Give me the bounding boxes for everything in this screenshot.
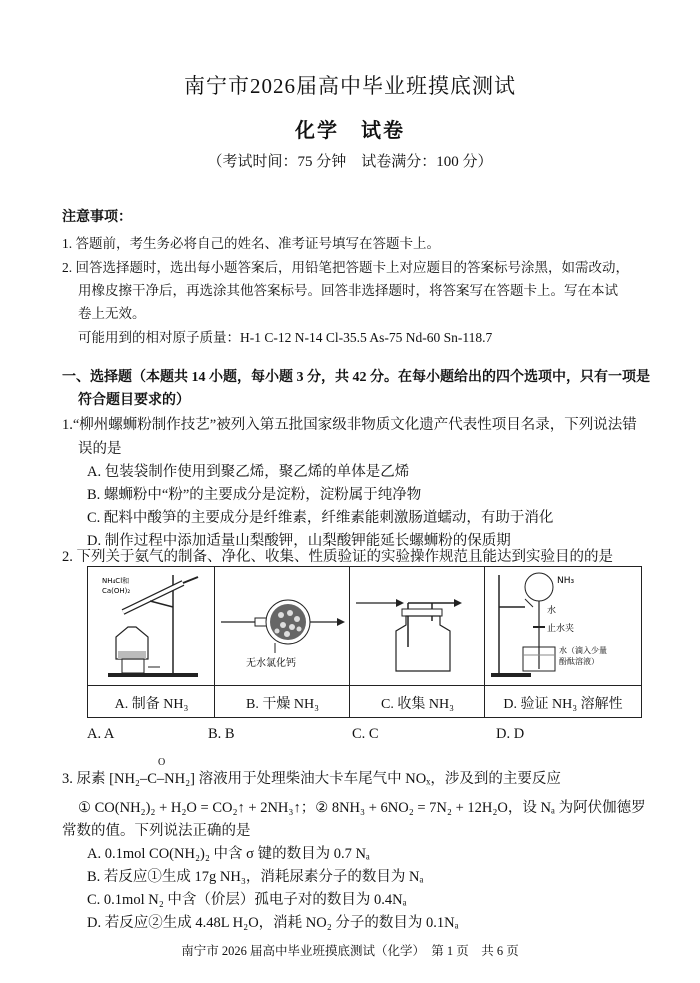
q2-stem: 2. 下列关于氨气的制备、净化、收集、性质验证的实验操作规范且能达到实验目的的是: [62, 549, 613, 565]
q1-stem-line-1: 1.“柳州螺蛳粉制作技艺”被列入第五批国家级非物质文化遗产代表性项目名录，下列说法错: [62, 417, 637, 433]
figure-b-apparatus: [215, 567, 350, 685]
figure-d-label-beaker-2: 酚酞溶液）: [559, 657, 599, 666]
paper-label: 试卷: [361, 120, 405, 142]
figure-d-apparatus: [485, 567, 641, 685]
q3-stem-prefix: 3. 尿素 [: [62, 771, 114, 787]
q1-option-c: C. 配料中酸笋的主要成分是纤维素，纤维素能刺激肠道蠕动，有助于消化: [87, 510, 554, 526]
figure-d-caption: D. 验证 NH₃ 溶解性: [503, 697, 623, 712]
q1-option-d: D. 制作过程中添加适量山梨酸钾，山梨酸钾能延长螺蛳粉的保质期: [87, 533, 511, 549]
q2-option-b: B. B: [208, 726, 235, 742]
q3-stem-suffix: ] 溶液用于处理柴油大卡车尾气中 NOₓ，涉及到的主要反应: [190, 771, 561, 787]
q3-reactions: ① CO(NH₂)₂ + H₂O = CO₂↑ + 2NH₃↑；② 8NH₃ + 6NO₂ = 7N₂ + 12H₂O，设 Nₐ 为阿伏伽德罗: [78, 800, 646, 816]
q1-option-a: A. 包装袋制作使用到聚乙烯，聚乙烯的单体是乙烯: [87, 464, 410, 480]
figure-d-label-beaker-1: 水（滴入少量: [559, 646, 607, 655]
subject-name: 化学: [295, 120, 339, 142]
atomic-masses: 可能用到的相对原子质量：H-1 C-12 N-14 Cl-35.5 As-75 Nd-60 Sn-118.7: [78, 330, 493, 345]
notice-heading: 注意事项：: [62, 210, 132, 225]
figure-b-caption: B. 干燥 NH₃: [246, 697, 319, 712]
figure-c-caption-row: [350, 685, 484, 718]
figure-a-cell: [88, 567, 215, 717]
figure-a-label-2: Ca(OH)₂: [102, 587, 131, 595]
figure-d-label-water: 水: [547, 606, 557, 616]
figure-c-apparatus: [350, 567, 485, 685]
section-heading-line-1: 一、选择题（本题共 14 小题，每小题 3 分，共 42 分。在每小题给出的四个选项中，只有一项是: [62, 370, 650, 385]
figure-a-caption-row: [88, 685, 214, 718]
section-heading-line-2: 符合题目要求的）: [78, 393, 190, 408]
notice-item-2-line-1: 2. 回答选择题时，选出每小题答案后，用铅笔把答题卡上对应题目的答案标号涂黑，如需改动，: [62, 260, 629, 275]
q1-stem-line-2: 误的是: [78, 441, 122, 457]
exam-info: （考试时间：75 分钟 试卷满分：100 分）: [207, 154, 493, 170]
q2-option-c: C. C: [352, 726, 379, 742]
q3-stem-line-3: 常数的值。下列说法正确的是: [62, 823, 251, 839]
q2-figure-table: [87, 566, 642, 718]
figure-d-label-nh3: NH₃: [557, 576, 575, 586]
q3-option-d: D. 若反应②生成 4.48L H₂O，消耗 NO₂ 分子的数目为 0.1Nₐ: [87, 915, 459, 931]
figure-d-cell: [485, 567, 641, 717]
notice-item-1: 1. 答题前，考生务必将自己的姓名、准考证号填写在答题卡上。: [62, 236, 440, 251]
figure-a-apparatus: [88, 567, 215, 685]
figure-c-cell: [350, 567, 485, 717]
q1-option-b: B. 螺蛳粉中“粉”的主要成分是淀粉，淀粉属于纯净物: [87, 487, 422, 503]
urea-structure: [113, 757, 191, 788]
figure-d-caption-row: [485, 685, 641, 718]
figure-b-caption-row: [215, 685, 349, 718]
q2-option-a: A. A: [87, 726, 115, 742]
q3-option-b: B. 若反应①生成 17g NH₃，消耗尿素分子的数目为 Nₐ: [87, 869, 424, 885]
q3-option-c: C. 0.1mol N₂ 中含（价层）孤电子对的数目为 0.4Nₐ: [87, 892, 407, 908]
figure-a-caption: A. 制备 NH₃: [114, 697, 189, 712]
notice-item-2-line-3: 卷上无效。: [78, 306, 146, 321]
q3-option-a: A. 0.1mol CO(NH₂)₂ 中含 σ 键的数目为 0.7 Nₐ: [87, 846, 370, 862]
figure-b-cell: [215, 567, 350, 717]
urea-formula: NH₂–C–NH₂: [113, 771, 191, 787]
page-footer: 南宁市 2026 届高中毕业班摸底测试（化学） 第 1 页 共 6 页: [181, 944, 519, 958]
q3-stem-line-1: [62, 757, 561, 788]
urea-carbonyl-o: O: [157, 757, 166, 768]
figure-b-label: 无水氯化钙: [246, 658, 296, 669]
figure-c-caption: C. 收集 NH₃: [381, 697, 454, 712]
page-title: 南宁市2026届高中毕业班摸底测试: [184, 74, 516, 98]
notice-item-2-line-2: 用橡皮擦干净后，再选涂其他答案标号。回答非选择题时，将答案写在答题卡上。写在本试: [78, 283, 618, 298]
q2-option-d: D. D: [496, 726, 525, 742]
subject-title: [0, 114, 700, 143]
figure-a-label-1: NH₄Cl和: [102, 577, 130, 585]
figure-d-label-clamp: 止水夹: [547, 624, 575, 634]
